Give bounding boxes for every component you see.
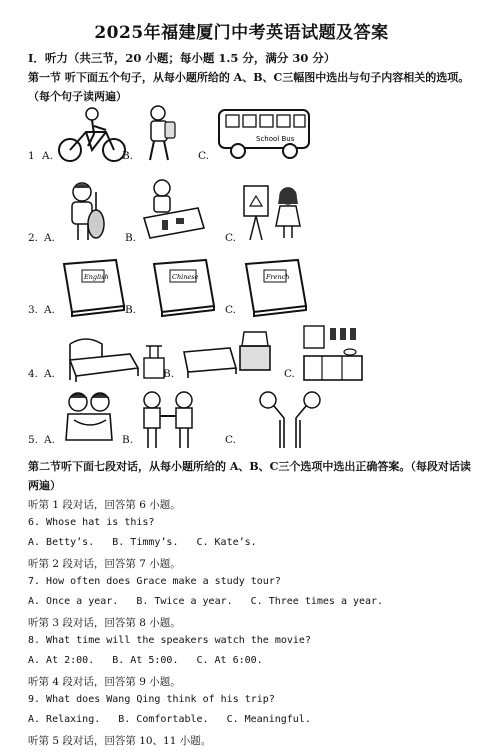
option-c-label: C. — [198, 150, 209, 162]
option-b-label: B. — [122, 434, 134, 446]
option-b-label: B. — [125, 232, 137, 244]
option-a-label: A. — [44, 434, 55, 446]
bus-sign-text: School Bus — [256, 135, 295, 143]
option-a-label: A. — [44, 232, 55, 244]
dialogue-lead: 听第 5 段对话，回答第 10、11 小题。 — [28, 735, 212, 747]
option-c: C. At 6:00. — [196, 655, 263, 666]
handshake-icon — [138, 390, 198, 450]
question-number: 1 — [28, 150, 35, 162]
picture-row-4 — [28, 322, 468, 386]
option-c-label: C. — [284, 368, 295, 380]
dialogue-lead: 听第 2 段对话，回答第 7 小题。 — [28, 558, 181, 570]
dialogue-lead: 听第 1 段对话，回答第 6 小题。 — [28, 499, 181, 511]
bedroom-icon — [66, 324, 170, 384]
cyclist-icon — [56, 106, 128, 164]
section1-instruction: 第一节 听下面五个句子，从每小题所给的 A、B、C三幅图中选出与句子内容相关的选项。 — [28, 71, 470, 84]
page-title: 2025年福建厦门中考英语试题及答案 — [94, 23, 389, 43]
answer-options — [28, 655, 263, 666]
book-label: English — [84, 273, 109, 281]
option-b: B. Timmy’s. — [112, 537, 179, 548]
picture-row-1 — [28, 104, 468, 168]
question-number: 3. — [28, 304, 39, 316]
picture-row-2 — [28, 176, 468, 244]
book-label: Chinese — [172, 273, 199, 281]
question-number: 4. — [28, 368, 39, 380]
picture-row-5 — [28, 388, 468, 452]
cellist-icon — [60, 180, 114, 246]
option-c: C. Kate’s. — [196, 537, 257, 548]
option-a-label: A. — [42, 150, 53, 162]
section1-instruction-cont: （每个句子读两遍） — [28, 90, 127, 103]
question-text: 9. What does Wang Qing think of his trip? — [28, 694, 275, 705]
option-b: B. Twice a year. — [136, 596, 233, 607]
bow-icon — [240, 390, 340, 450]
chinese-book-icon — [150, 258, 218, 318]
question-number: 2. — [28, 232, 39, 244]
hug-icon — [60, 390, 120, 450]
question-text: 7. How often does Grace make a study tour? — [28, 576, 281, 587]
answer-options — [28, 537, 257, 548]
option-c-label: C. — [225, 304, 236, 316]
living-room-icon — [180, 328, 276, 382]
option-a: A. Betty’s. — [28, 537, 95, 548]
option-b: B. Comfortable. — [118, 714, 209, 725]
option-a: A. Relaxing. — [28, 714, 101, 725]
option-b-label: B. — [163, 368, 175, 380]
option-a: A. At 2:00. — [28, 655, 95, 666]
french-book-icon — [242, 258, 310, 318]
section2-instruction-cont: 两遍） — [28, 479, 61, 492]
answer-options — [28, 714, 311, 725]
section2-instruction: 第二节听下面七段对话，从每小题所给的 A、B、C三个选项中选出正确答案。（每段对话读 — [28, 460, 471, 473]
option-c-label: C. — [225, 232, 236, 244]
option-b-label: B. — [125, 304, 137, 316]
dialogue-lead: 听第 4 段对话，回答第 9 小题。 — [28, 676, 181, 688]
option-a-label: A. — [44, 304, 55, 316]
question-text: 8. What time will the speakers watch the movie? — [28, 635, 311, 646]
option-b-label: B. — [122, 150, 134, 162]
option-a-label: A. — [44, 368, 55, 380]
book-label: French — [266, 273, 290, 281]
option-a: A. Once a year. — [28, 596, 119, 607]
picture-row-3 — [28, 256, 468, 320]
school-bus-icon — [216, 106, 312, 162]
option-c: C. Meaningful. — [226, 714, 311, 725]
option-c-label: C. — [225, 434, 236, 446]
answer-options — [28, 596, 383, 607]
hiker-icon — [138, 104, 182, 164]
option-c: C. Three times a year. — [250, 596, 384, 607]
kitchen-icon — [300, 322, 366, 384]
english-book-icon — [60, 258, 128, 318]
painter-at-table-icon — [140, 178, 206, 242]
question-number: 5. — [28, 434, 39, 446]
part1-heading: I．听力（共三节，20 小题；每小题 1.5 分，满分 30 分） — [28, 51, 336, 65]
girl-painting-easel-icon — [240, 182, 306, 242]
option-b: B. At 5:00. — [112, 655, 179, 666]
question-text: 6. Whose hat is this? — [28, 517, 155, 528]
dialogue-lead: 听第 3 段对话，回答第 8 小题。 — [28, 617, 181, 629]
